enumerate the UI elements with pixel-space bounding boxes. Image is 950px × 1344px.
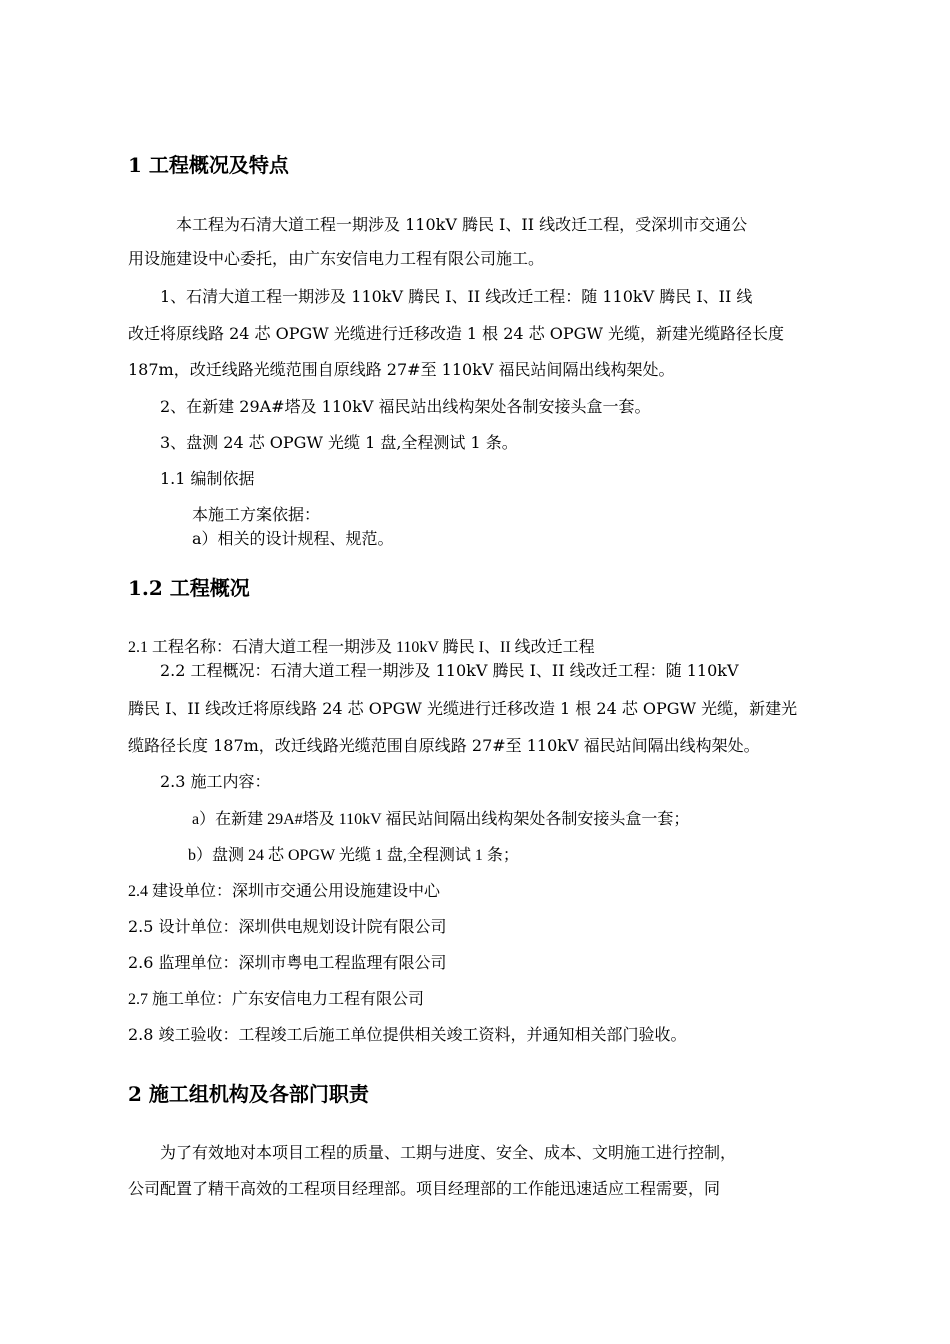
item-2-7: 2.7 施工单位：广东安信电力工程有限公司 <box>128 991 425 1008</box>
item-2-8: 2.8 竣工验收：工程竣工后施工单位提供相关竣工资料，并通知相关部门验收。 <box>128 1025 687 1044</box>
item-2-2-line-1: 2.2 工程概况：石清大道工程一期涉及 110kV 腾民 I、II 线改迁工程：随 110kV <box>160 661 739 680</box>
section-2-heading: 2 施工组机构及各部门职责 <box>128 1082 369 1106</box>
item-2-2-line-3: 缆路径长度 187m，改迁线路光缆范围自原线路 27#至 110kV 福民站间隔出线构架处。 <box>128 736 760 755</box>
intro-line-2: 用设施建设中心委托，由广东安信电力工程有限公司施工。 <box>128 249 545 268</box>
item-2-5: 2.5 设计单位：深圳供电规划设计院有限公司 <box>128 917 447 936</box>
section-2-para-line-2: 公司配置了精干高效的工程项目经理部。项目经理部的工作能迅速适应工程需要，同 <box>128 1179 721 1198</box>
item-2-2-line-2: 腾民 I、II 线改迁将原线路 24 芯 OPGW 光缆进行迁移改造 1 根 24 芯 OPGW 光缆，新建光 <box>128 699 798 718</box>
item-2-3: 2.3 施工内容： <box>160 772 271 791</box>
item-2-3-b: b）盘测 24 芯 OPGW 光缆 1 盘,全程测试 1 条； <box>188 847 519 864</box>
item-2-4: 2.4 建设单位：深圳市交通公用设施建设中心 <box>128 883 441 900</box>
item-3: 3、盘测 24 芯 OPGW 光缆 1 盘,全程测试 1 条。 <box>160 433 518 452</box>
item-1-line-2: 改迁将原线路 24 芯 OPGW 光缆进行迁移改造 1 根 24 芯 OPGW 光缆，新建光缆路径长度 <box>128 324 784 343</box>
section-1-heading: 1 工程概况及特点 <box>128 153 289 177</box>
basis-item-a: a）相关的设计规程、规范。 <box>192 529 394 548</box>
item-1-line-3: 187m，改迁线路光缆范围自原线路 27#至 110kV 福民站间隔出线构架处。 <box>128 360 675 379</box>
item-2-3-a: a）在新建 29A#塔及 110kV 福民站间隔出线构架处各制安接头盒一套； <box>192 811 690 828</box>
item-1-line-1: 1、石清大道工程一期涉及 110kV 腾民 I、II 线改迁工程：随 110kV 腾民 I、II 线 <box>160 287 753 306</box>
item-2: 2、在新建 29A#塔及 110kV 福民站出线构架处各制安接头盒一套。 <box>160 397 651 416</box>
item-2-1: 2.1 工程名称：石清大道工程一期涉及 110kV 腾民 I、II 线改迁工程 <box>128 639 595 656</box>
subsection-1-1-heading: 1.1 编制依据 <box>160 469 255 488</box>
basis-intro: 本施工方案依据： <box>192 505 321 524</box>
section-2-para-line-1: 为了有效地对本项目工程的质量、工期与进度、安全、成本、文明施工进行控制， <box>160 1143 737 1162</box>
section-1-2-heading: 1.2 工程概况 <box>128 576 250 600</box>
intro-line-1: 本工程为石清大道工程一期涉及 110kV 腾民 I、II 线改迁工程，受深圳市交通公 <box>176 215 748 234</box>
item-2-6: 2.6 监理单位：深圳市粤电工程监理有限公司 <box>128 953 447 972</box>
